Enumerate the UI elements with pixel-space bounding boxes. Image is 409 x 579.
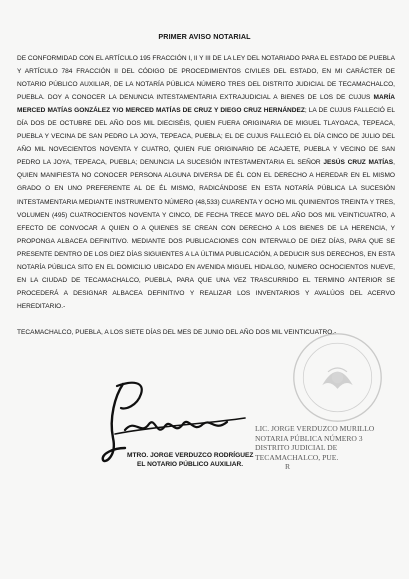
stamp-line: TECAMACHALCO, PUE.	[255, 452, 339, 462]
claimant-name: JESÚS CRUZ MATÍAS	[323, 159, 394, 167]
stamp-line: LIC. JORGE VERDUZCO MURILLO	[255, 424, 375, 433]
signatory-block	[127, 452, 253, 469]
stamp-line: NOTARIA PÚBLICA NÚMERO 3	[255, 433, 363, 443]
document-title: PRIMER AVISO NOTARIAL	[158, 32, 251, 41]
signatory-role: EL NOTARIO PÚBLICO AUXILIAR.	[137, 460, 244, 468]
deceased-names: MARÍA MERCED MATÍAS GONZÁLEZ Y/O MERCED MATÍAS DE CRUZ Y DIEGO CRUZ HERNÁNDEZ	[17, 94, 395, 115]
notice-paragraph	[17, 52, 395, 313]
place-date-line: TECAMACHALCO, PUEBLA, A LOS SIETE DÍAS DEL MES DE JUNIO DEL AÑO DOS MIL VEINTICUATRO.-	[17, 328, 337, 336]
document-body	[17, 52, 395, 339]
notice-text-part1: DE CONFORMIDAD CON EL ARTÍCULO 195 FRACCIÓN I, II Y III DE LA LEY DEL NOTARIADO PARA EL ESTADO DE PUEBLA Y ARTÍCULO 784 FRACCIÓN II DEL CÓDIGO DE PROCEDIMIENTOS CIVILES DEL ESTADO, EN MI CARÁCTER DE NOTARIO PÚBLICO AUXILIAR, DE LA NOTARÍA PÚBLICA NÚMERO TRES DEL DISTRITO JUDICIAL DE TECAMACHALCO, PUEBLA. DOY A CONOCER LA DENUNCIA INTESTAMENTARIA EXTRAJUDICIAL A BIENES DE LOS DE CUJUS	[17, 55, 395, 102]
stamp-line: R	[285, 462, 291, 472]
notice-text-part3: , QUIEN MANIFIESTA NO CONOCER PERSONA ALGUNA DIVERSA DE ÉL CON EL DERECHO A HEREDAR EN EL MISMO GRADO O EN UNO PREFERENTE AL DE ÉL MISMO, RADICÁNDOSE EN ESTA NOTARÍA PÚBLICA LA SUCESIÓN INTESTAMENTARIA MEDIANTE INSTRUMENTO NÚMERO (48,533) CUARENTA Y OCHO MIL QUINIENTOS TREINTA Y TRES, VOLUMEN (495) CUATROCIENTOS NOVENTA Y CINCO, DE FECHA TRECE MAYO DEL AÑO DOS MIL VEINTICUATRO, A EFECTO DE CONVOCAR A QUIEN O A QUIENES SE CREAN CON DERECHO A LOS BIENES DE LA HERENCIA, Y PROPONGA ALBACEA DEFINITIVO. MEDIANTE DOS PUBLICACIONES CON INTERVALO DE DIEZ DÍAS, PARA QUE SE PRESENTE DENTRO DE LOS DIEZ DÍAS SIGUIENTES A LA ÚLTIMA PUBLICACIÓN, A DEDUCIR SUS DERECHOS, EN ESTA NOTARÍA PÚBLICA SITO EN EL DOMICILIO UBICADO EN AVENIDA MIGUEL HIDALGO, NUMERO OCHOCIENTOS NUEVE, EN LA CIUDAD DE TECAMACHALCO, PUEBLA, PARA QUE UNA VEZ TRASCURRIDO EL TERMINO ANTERIOR SE PROCEDERÁ A DESIGNAR ALBACEA DEFINITIVO Y REALIZAR LOS INVENTARIOS Y AVALÚOS DEL ACERVO HEREDITARIO.-	[17, 159, 395, 310]
notice-text-part2: ; LA DE CUJUS FALLECIÓ EL DÍA DOS DE OCTUBRE DEL AÑO DOS MIL DIECISÉIS, QUIEN FUERA ORIGINARIA DE MIGUEL TLAYOACA, TEPEACA, PUEBLA Y VECINA DE SAN PEDRO LA JOYA, TEPEACA, PUEBLA; EL DE CUJUS FALLECIÓ EL DÍA CINCO DE JULIO DEL AÑO MIL NOVECIENTOS NOVENTA Y CUATRO, QUIEN FUE ORIGINARIO DE ACAJETE, PUEBLA Y VECINO DE SAN PEDRO LA JOYA, TEPEACA, PUEBLA; DENUNCIA LA SUCESIÓN INTESTAMENTARIA EL SEÑOR	[17, 107, 395, 167]
signatory-name: MTRO. JORGE VERDUZCO RODRÍGUEZ	[127, 452, 254, 459]
stamp-line: DISTRITO JUDICIAL DE	[255, 443, 338, 453]
notary-seal	[290, 330, 385, 425]
